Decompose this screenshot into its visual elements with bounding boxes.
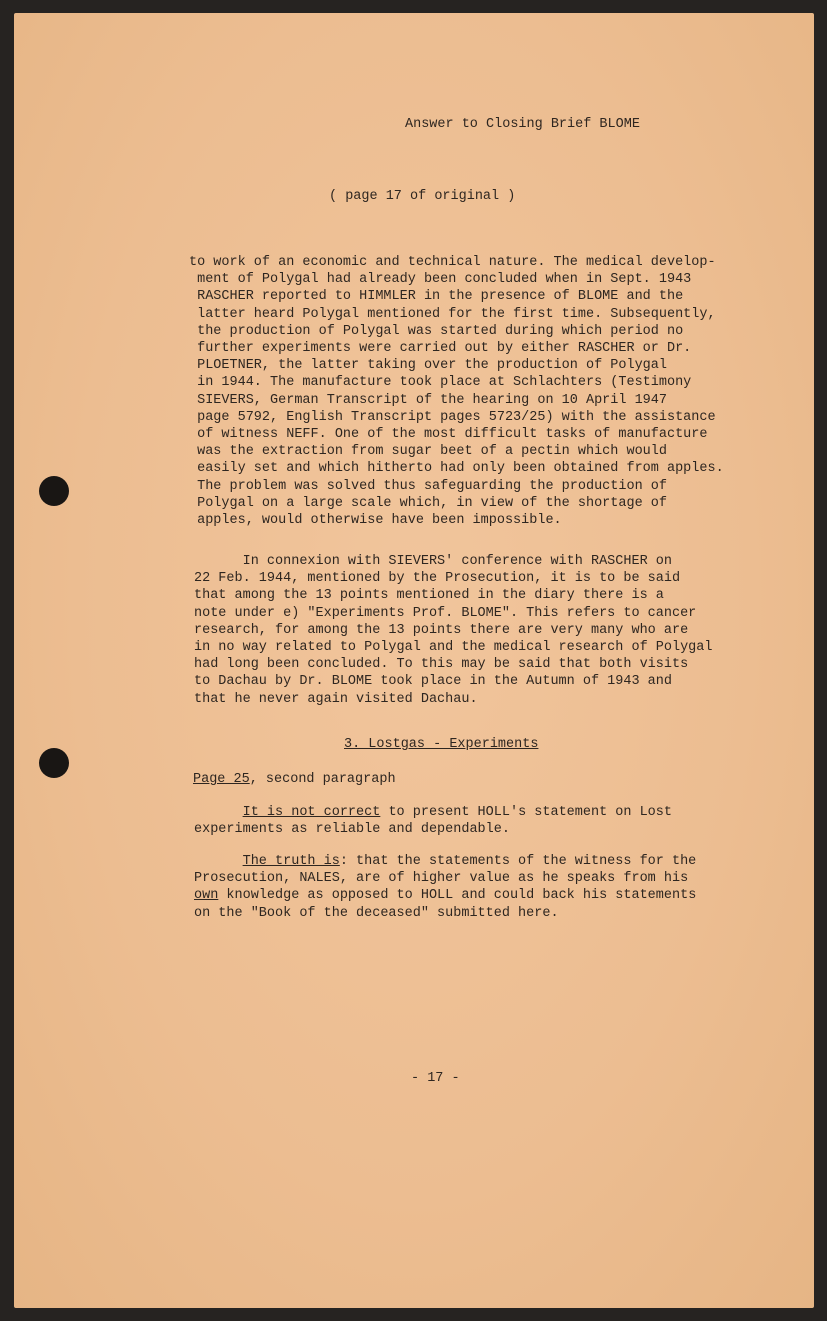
paragraph-2-line: had long been concluded. To this may be said that both visits xyxy=(194,657,689,673)
paragraph-2-line: 22 Feb. 1944, mentioned by the Prosecution, it is to be said xyxy=(194,571,681,587)
paragraph-1 xyxy=(189,254,724,529)
paragraph-1-line: the production of Polygal was started during which period no xyxy=(189,323,684,339)
section-heading: 3. Lostgas - Experiments xyxy=(344,737,539,752)
paragraph-2-line: to Dachau by Dr. BLOME took place in the Autumn of 1943 and xyxy=(194,674,672,690)
paragraph-1-line: to work of an economic and technical nature. The medical develop- xyxy=(189,255,716,270)
paragraph-2-line: in no way related to Polygal and the medical research of Polygal xyxy=(194,640,713,656)
page-label-link: Page 25 xyxy=(193,772,250,787)
paragraph-1-line: SIEVERS, German Transcript of the hearing on 10 April 1947 xyxy=(189,392,667,408)
paragraph-1-line: easily set and which hitherto had only been obtained from apples. xyxy=(189,461,724,477)
footer-page-number: - 17 - xyxy=(411,1071,460,1086)
paragraph-1-line: in 1944. The manufacture took place at Schlachters (Testimony xyxy=(189,375,692,391)
page-label xyxy=(193,771,396,788)
paragraph-1-line: apples, would otherwise have been impossible. xyxy=(189,513,562,529)
paragraph-4-lead: The truth is xyxy=(242,854,340,869)
paragraph-1-line: Polygal on a large scale which, in view of the shortage of xyxy=(189,495,667,511)
paragraph-3-lead: It is not correct xyxy=(242,805,381,820)
paragraph-1-line: The problem was solved thus safeguarding the production of xyxy=(189,478,667,494)
paragraph-1-line: ment of Polygal had already been concluded when in Sept. 1943 xyxy=(189,272,692,288)
punch-hole xyxy=(39,476,69,506)
document-page xyxy=(14,13,814,1308)
paragraph-1-line: was the extraction from sugar beet of a pectin which would xyxy=(189,444,667,460)
paragraph-4-line-2: Prosecution, NALES, are of higher value as he speaks from his xyxy=(194,871,689,887)
paragraph-2-line: research, for among the 13 points there are very many who are xyxy=(194,622,689,638)
page-label-rest: , second paragraph xyxy=(249,772,396,787)
paragraph-4-line-3-lead: own xyxy=(194,888,219,904)
paragraph-2 xyxy=(194,553,712,708)
paragraph-4 xyxy=(194,853,696,922)
paragraph-2-line: that among the 13 points mentioned in the diary there is a xyxy=(194,588,664,604)
paragraph-4-line-1: : that the statements of the witness for the xyxy=(339,854,697,869)
paragraph-2-line: In connexion with SIEVERS' conference with RASCHER on xyxy=(194,554,672,569)
paragraph-3 xyxy=(194,804,672,838)
paragraph-3-line-1: to present HOLL's statement on Lost xyxy=(380,805,672,820)
paragraph-4-line-4: on the "Book of the deceased" submitted here. xyxy=(194,905,559,921)
paragraph-1-line: RASCHER reported to HIMMLER in the presence of BLOME and the xyxy=(189,289,684,305)
paragraph-1-line: further experiments were carried out by either RASCHER or Dr. xyxy=(189,341,692,357)
page-reference: ( page 17 of original ) xyxy=(329,189,516,204)
paragraph-2-line: that he never again visited Dachau. xyxy=(194,691,478,707)
header-title: Answer to Closing Brief BLOME xyxy=(405,117,640,132)
paragraph-2-line: note under e) "Experiments Prof. BLOME". This refers to cancer xyxy=(194,605,697,621)
paragraph-4-line-3: knowledge as opposed to HOLL and could back his statements xyxy=(218,888,697,904)
paragraph-1-line: page 5792, English Transcript pages 5723/25) with the assistance xyxy=(189,409,716,425)
paragraph-1-line: PLOETNER, the latter taking over the production of Polygal xyxy=(189,358,667,374)
paragraph-3-line-2: experiments as reliable and dependable. xyxy=(194,822,510,838)
punch-hole xyxy=(39,748,69,778)
paragraph-1-line: of witness NEFF. One of the most difficult tasks of manufacture xyxy=(189,427,708,443)
paragraph-1-line: latter heard Polygal mentioned for the first time. Subsequently, xyxy=(189,306,716,322)
